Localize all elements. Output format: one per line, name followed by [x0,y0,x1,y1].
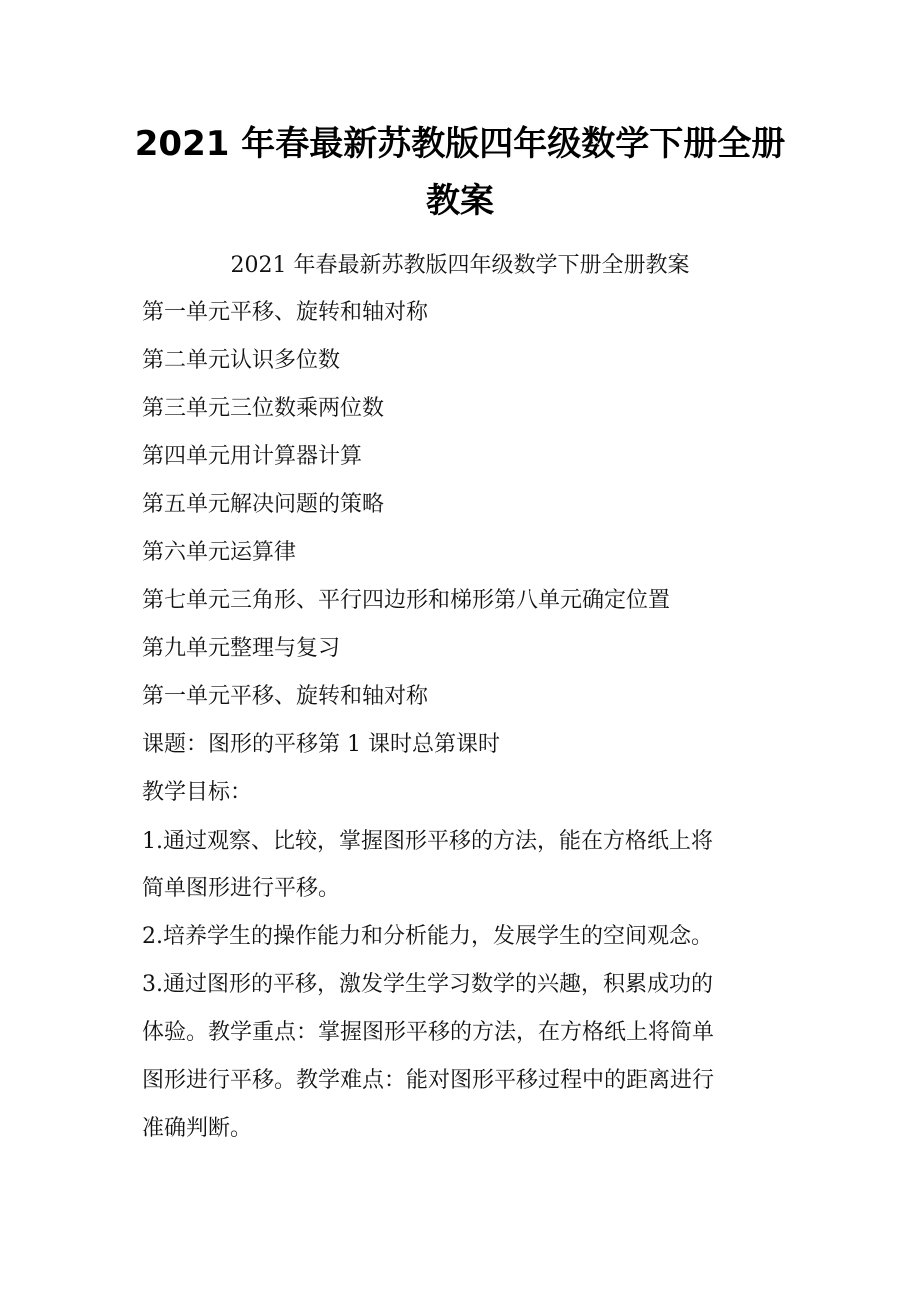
unit-item-1: 第一单元平移、旋转和轴对称 [142,300,429,325]
document-subtitle: 2021 年春最新苏教版四年级数学下册全册教案 [230,253,690,278]
body-line-4: 3.通过图形的平移，激发学生学习数学的兴趣，积累成功的 [142,972,713,997]
unit-item-2: 第二单元认识多位数 [142,348,341,373]
objectives-label: 教学目标： [142,780,253,805]
body-line-7: 准确判断。 [142,1116,253,1141]
body-line-1: 1.通过观察、比较，掌握图形平移的方法，能在方格纸上将 [142,829,713,854]
document-title-line-1: 2021 年春最新苏教版四年级数学下册全册 [134,124,786,164]
unit-item-9: 第九单元整理与复习 [142,636,341,661]
unit-item-5: 第五单元解决问题的策略 [142,492,385,517]
unit-item-6: 第六单元运算律 [142,540,297,565]
body-line-6: 图形进行平移。教学难点：能对图形平移过程中的距离进行 [142,1068,715,1093]
section-heading: 第一单元平移、旋转和轴对称 [142,684,429,709]
unit-item-4: 第四单元用计算器计算 [142,444,363,469]
body-line-2: 简单图形进行平移。 [142,876,341,901]
unit-item-7-8: 第七单元三角形、平行四边形和梯形第八单元确定位置 [142,588,671,613]
body-line-5: 体验。教学重点：掌握图形平移的方法，在方格纸上将简单 [142,1020,715,1045]
lesson-topic: 课题：图形的平移第 1 课时总第课时 [142,732,500,757]
document-title-line-2: 教案 [426,181,494,221]
body-line-3: 2.培养学生的操作能力和分析能力，发展学生的空间观念。 [142,924,713,949]
unit-item-3: 第三单元三位数乘两位数 [142,396,385,421]
